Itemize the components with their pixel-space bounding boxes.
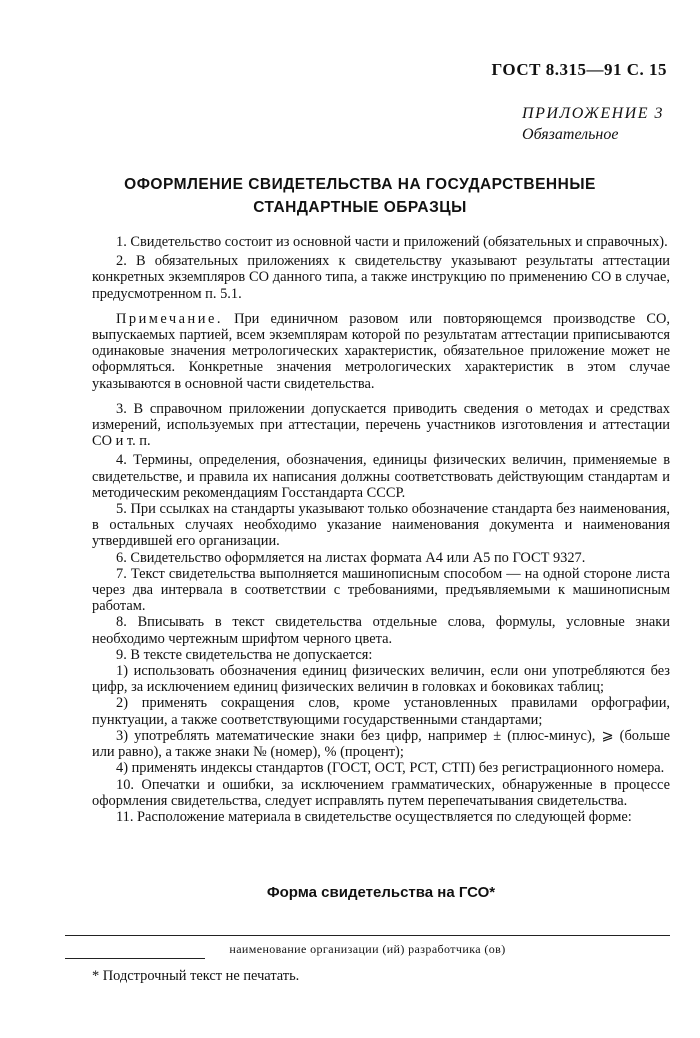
paragraph-9-item-1: 1) использовать обозначения единиц физических величин, если они употребляются без цифр, за исключением единиц физических величин в головках и боковиках таблиц; bbox=[92, 663, 670, 696]
paragraph-1: 1. Свидетельство состоит из основной части и приложений (обязательных и справочных). bbox=[116, 234, 668, 250]
footnote-divider bbox=[65, 958, 205, 959]
paragraph-8: 8. Вписывать в текст свидетельства отдельные слова, формулы, условные знаки необходимо чертежным шрифтом черного цвета. bbox=[92, 614, 670, 647]
title-line-2: СТАНДАРТНЫЕ ОБРАЗЦЫ bbox=[253, 199, 467, 216]
paragraph-9-item-4: 4) применять индексы стандартов (ГОСТ, ОСТ, РСТ, СТП) без регистрационного номера. bbox=[116, 760, 665, 777]
note-label: Примечание. bbox=[116, 310, 223, 327]
paragraph-6: 6. Свидетельство оформляется на листах формата А4 или А5 по ГОСТ 9327. bbox=[116, 549, 586, 566]
form-title: Форма свидетельства на ГСО* bbox=[266, 884, 496, 901]
form-field-caption: наименование организации (ий) разработчика (ов) bbox=[229, 942, 506, 956]
paragraph-4: 4. Термины, определения, обозначения, единицы физических величин, применяемые в свидетельстве, и правила их написания должны соответствовать действующим стандартам и методическим рекомендациям Госстандарта СССР. bbox=[92, 452, 670, 501]
paragraph-2: 2. В обязательных приложениях к свидетельству указывают результаты аттестации конкретных экземпляров СО данного типа, а также инструкцию по применению СО в случае, предусмотренном п. 5.1. bbox=[92, 253, 670, 302]
body-text bbox=[92, 234, 670, 825]
note-paragraph bbox=[92, 311, 670, 392]
paragraph-9-item-2: 2) применять сокращения слов, кроме установленных правилами орфографии, пунктуации, а также соответствующими государственными стандартами; bbox=[92, 695, 670, 728]
footnote: * Подстрочный текст не печатать. bbox=[92, 968, 300, 984]
paragraph-11: 11. Расположение материала в свидетельстве осуществляется по следующей форме: bbox=[116, 808, 632, 825]
paragraph-9-item-3: 3) употреблять математические знаки без цифр, например ± (плюс-минус), ⩾ (больше или равно), а также знаки № (номер), % (процент); bbox=[92, 727, 670, 761]
page-header: ГОСТ 8.315—91 С. 15 bbox=[491, 60, 667, 79]
paragraph-3: 3. В справочном приложении допускается приводить сведения о методах и средствах измерений, используемых при аттестации, перечень участников изготовления и аттестации СО и т. п. bbox=[92, 400, 670, 450]
note-text: При единичном разовом или повторяющемся производстве СО, выпускаемых партией, всем экземплярам которой по результатам аттестации приписываются одинаковые значения метрологических характеристик, обязательное приложение может не оформляться. Конкретные значения метрологических характеристик в этом случае указываются в основной части свидетельства. bbox=[92, 310, 670, 392]
appendix-status: Обязательное bbox=[522, 126, 619, 143]
title-line-1: ОФОРМЛЕНИЕ СВИДЕТЕЛЬСТВА НА ГОСУДАРСТВЕННЫЕ bbox=[124, 176, 596, 193]
appendix-label: ПРИЛОЖЕНИЕ 3 bbox=[522, 105, 664, 122]
appendix-label-block bbox=[522, 103, 664, 145]
paragraph-7: 7. Текст свидетельства выполняется машинописным способом — на одной стороне листа через два интервала в соответствии с требованиями, предъявляемыми к машинописным работам. bbox=[92, 565, 670, 615]
paragraph-5: 5. При ссылках на стандарты указывают только обозначение стандарта без наименования, в остальных случаях необходимо указание наименования документа и наименования утвердившей его организации. bbox=[92, 501, 670, 550]
paragraph-10: 10. Опечатки и ошибки, за исключением грамматических, обнаруженные в процессе оформления свидетельства, следует исправлять путем перепечатывания свидетельства. bbox=[92, 776, 670, 809]
form-field-line bbox=[65, 935, 670, 936]
paragraph-9: 9. В тексте свидетельства не допускается: bbox=[116, 646, 373, 663]
section-title bbox=[80, 173, 640, 219]
